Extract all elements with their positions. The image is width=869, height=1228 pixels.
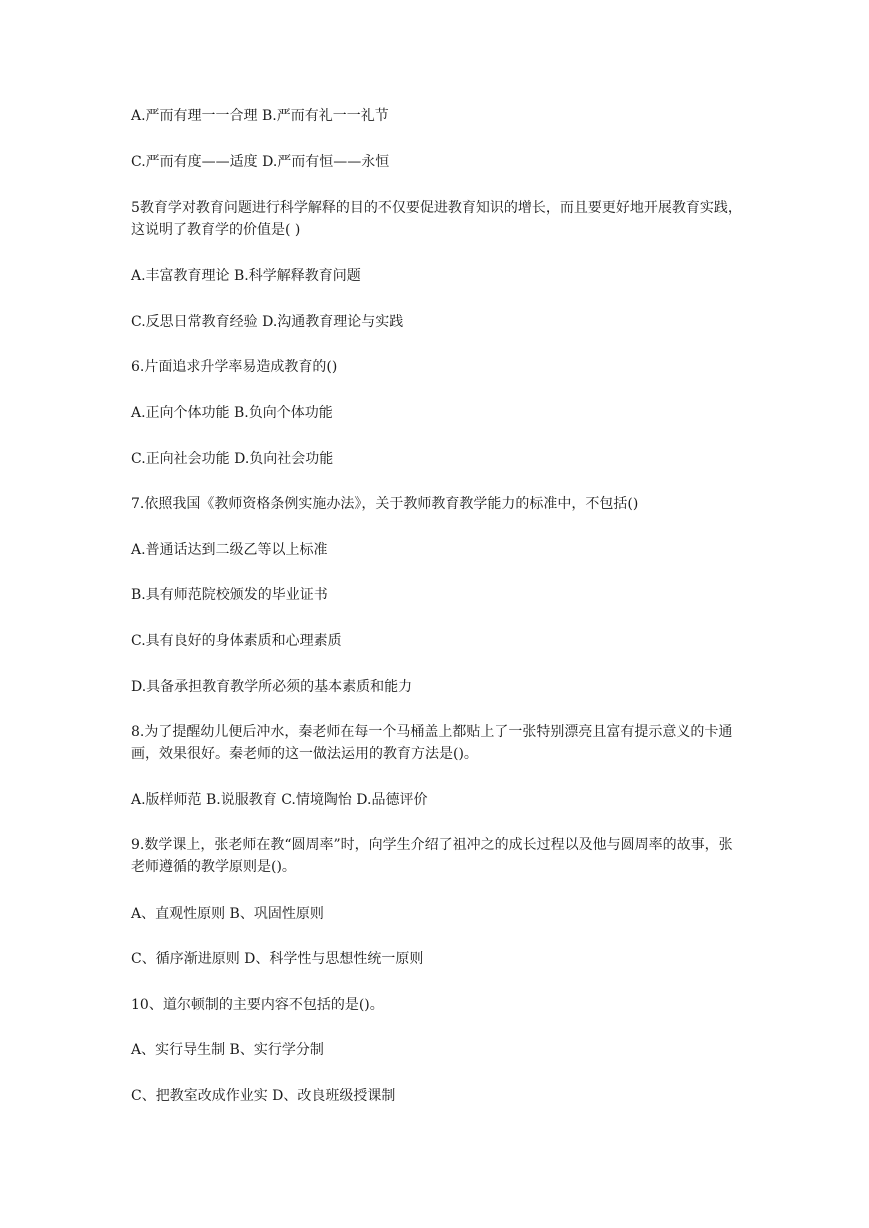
q10-options-ab: A、实行导生制 B、实行学分制 bbox=[131, 1042, 324, 1058]
q7-option-d: D.具备承担教育教学所必须的基本素质和能力 bbox=[131, 679, 413, 695]
q10-stem: 10、道尔顿制的主要内容不包括的是()。 bbox=[131, 997, 384, 1013]
q8-stem: 8.为了提醒幼儿便后冲水，秦老师在每一个马桶盖上都贴上了一张特别漂亮且富有提示意义的卡通画，效果很好。秦老师的这一做法运用的教育方法是()。 bbox=[131, 724, 733, 762]
q5-options-ab: A.丰富教育理论 B.科学解释教育问题 bbox=[131, 268, 361, 284]
q6-options-cd: C.正向社会功能 D.负向社会功能 bbox=[131, 451, 334, 467]
q4-options-cd: C.严而有度——适度 D.严而有恒——永恒 bbox=[131, 154, 390, 170]
q9-options-ab: A、直观性原则 B、巩固性原则 bbox=[131, 906, 324, 922]
q5-stem: 5教育学对教育问题进行科学解释的目的不仅要促进教育知识的增长，而且要更好地开展教育实践，这说明了教育学的价值是( ) bbox=[131, 200, 742, 238]
q6-stem: 6.片面追求升学率易造成教育的() bbox=[131, 359, 338, 375]
q6-options-ab: A.正向个体功能 B.负向个体功能 bbox=[131, 405, 333, 421]
q7-option-a: A.普通话达到二级乙等以上标准 bbox=[131, 542, 328, 558]
q8-options: A.版样师范 B.说服教育 C.情境陶怡 D.品德评价 bbox=[131, 792, 428, 808]
q9-options-cd: C、循序渐进原则 D、科学性与思想性统一原则 bbox=[131, 951, 424, 967]
q10-options-cd: C、把教室改成作业实 D、改良班级授课制 bbox=[131, 1088, 396, 1104]
q5-options-cd: C.反思日常教育经验 D.沟通教育理论与实践 bbox=[131, 314, 404, 330]
q7-stem: 7.依照我国《教师资格条例实施办法》，关于教师教育教学能力的标准中，不包括() bbox=[131, 496, 639, 512]
q9-stem: 9.数学课上，张老师在教“圆周率”时，向学生介绍了祖冲之的成长过程以及他与圆周率的故事，张老师遵循的教学原则是()。 bbox=[131, 837, 733, 875]
q4-options-ab: A.严而有理一一合理 B.严而有礼一一礼节 bbox=[131, 108, 389, 124]
q7-option-b: B.具有师范院校颁发的毕业证书 bbox=[131, 587, 328, 603]
q7-option-c: C.具有良好的身体素质和心理素质 bbox=[131, 633, 342, 649]
